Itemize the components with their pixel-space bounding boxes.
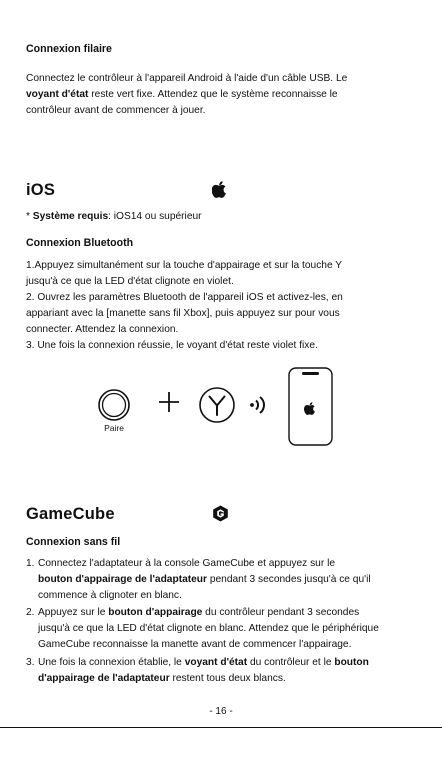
wireless-heading: Connexion sans fil xyxy=(26,536,121,548)
gc-step-3-line-a xyxy=(38,655,430,671)
gc-step-3-bold-2: bouton xyxy=(334,656,369,668)
bluetooth-heading: Connexion Bluetooth xyxy=(26,237,134,249)
gc-step-3-bold-3: d'appairage de l'adaptateur xyxy=(38,672,170,684)
ios-steps xyxy=(26,258,426,354)
pair-button-icon xyxy=(97,388,131,422)
gc-step-1-line-b xyxy=(38,572,430,588)
ios-step-line: 1.Appuyez simultanément sur la touche d'appairage et sur la touche Y xyxy=(26,260,343,271)
gc-step-1-line-c: commence à clignoter en blanc. xyxy=(38,589,182,601)
gc-step-3-number: 3. xyxy=(26,656,35,668)
apple-logo-icon xyxy=(212,181,227,198)
wired-bold-led: voyant d'état xyxy=(26,89,89,100)
gamecube-logo-icon xyxy=(212,505,229,522)
signal-icon xyxy=(249,394,269,416)
gc-step-1-bold: bouton d'appairage de l'adaptateur xyxy=(38,573,207,585)
ios-title: iOS xyxy=(26,181,56,199)
wired-line-1: Connectez le contrôleur à l'appareil Android à l'aide d'un câble USB. Le xyxy=(26,73,348,84)
footer-divider xyxy=(0,727,442,728)
plus-icon xyxy=(158,391,180,413)
wired-line-3: contrôleur avant de commencer à jouer. xyxy=(26,105,206,116)
req-bold: Système requis xyxy=(32,211,109,222)
gc-step-1-line-a: Connectez l'adaptateur à la console GameCube et appuyez sur le xyxy=(38,558,335,569)
req-prefix: * xyxy=(26,211,33,222)
gc-step-1-number: 1. xyxy=(26,558,35,569)
ios-step-line: 3. Une fois la connexion réussie, le voyant d'état reste violet fixe. xyxy=(26,340,318,351)
gc-step-3-text-a: Une fois la connexion établie, le xyxy=(38,656,185,668)
gc-step-3 xyxy=(26,655,430,687)
gc-step-2-line-c: jusqu'à ce que la LED d'état clignote en blanc. Attendez que le périphérique xyxy=(38,623,379,635)
y-button-icon xyxy=(198,386,236,424)
apple-logo-icon xyxy=(304,402,316,415)
gamecube-title: GameCube xyxy=(26,505,115,523)
gc-step-2 xyxy=(26,605,430,652)
wired-heading: Connexion filaire xyxy=(26,43,112,55)
gc-step-1-text: pendant 3 secondes jusqu'à ce qu'il xyxy=(207,573,371,585)
wired-line-2-text: reste vert fixe. Attendez que le système reconnaisse le xyxy=(88,89,338,100)
gc-step-1 xyxy=(26,556,430,603)
gc-step-2-line-d: GameCube reconnaisse la manette avant de commencer l'appairage. xyxy=(38,638,352,650)
wired-line-2 xyxy=(26,87,426,103)
ios-step-line: 2. Ouvrez les paramètres Bluetooth de l'appareil iOS et activez-les, en xyxy=(26,292,343,303)
ios-step-line: jusqu'à ce que la LED d'état clignote en violet. xyxy=(26,276,234,287)
gc-step-3-line-b xyxy=(38,671,430,687)
page-number: - 16 - xyxy=(209,706,233,717)
gc-step-2-number: 2. xyxy=(26,607,35,619)
gc-step-3-bold-1: voyant d'état xyxy=(184,656,248,668)
req-text: : iOS14 ou supérieur xyxy=(108,211,202,222)
ios-step-line: appariant avec la [manette sans fil Xbox], puis appuyez sur pour vous xyxy=(26,308,340,319)
gc-step-3-text-b: du contrôleur et le xyxy=(247,656,335,668)
wired-paragraph xyxy=(26,71,426,119)
gc-step-2-text-a: Appuyez sur le xyxy=(38,607,109,619)
gamecube-steps xyxy=(26,556,430,686)
ios-step-line: connecter. Attendez la connexion. xyxy=(26,324,179,335)
pair-label: Paire xyxy=(104,423,124,433)
gc-step-3-text-d: restent tous deux blancs. xyxy=(169,672,286,684)
ios-requirement xyxy=(26,209,202,225)
gc-step-2-line-a xyxy=(38,605,430,621)
gc-step-2-text-b: du contrôleur pendant 3 secondes xyxy=(202,607,360,619)
gc-step-2-bold: bouton d'appairage xyxy=(108,607,203,619)
